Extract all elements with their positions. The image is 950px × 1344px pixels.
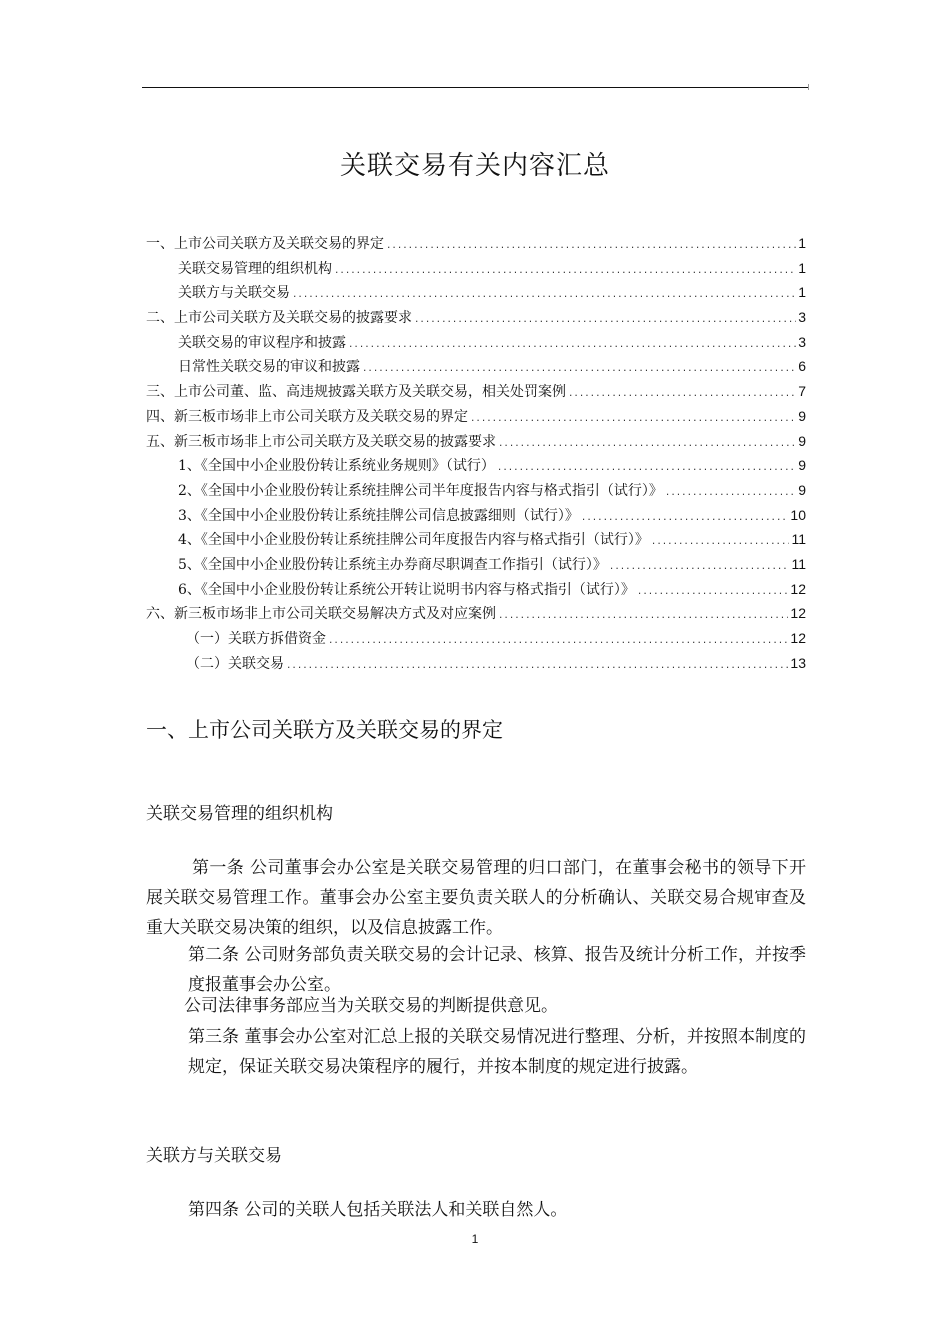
toc-entry[interactable] [146, 503, 806, 528]
document-title: 关联交易有关内容汇总 [339, 151, 610, 181]
toc-entry-page: 12 [790, 605, 806, 622]
toc-entry[interactable] [146, 651, 806, 676]
toc-entry-label: 日常性关联交易的审议和披露 [178, 359, 360, 376]
toc-entry-label: 六、新三板市场非上市公司关联交易解决方式及对应案例 [146, 606, 496, 623]
toc-entry-page: 12 [790, 630, 806, 646]
article-2-paragraph: 第二条 公司财务部负责关联交易的会计记录、核算、报告及统计分析工作，并按季度报董事会办公室。 [188, 945, 806, 995]
table-of-contents [146, 231, 806, 675]
toc-entry-page: 1 [798, 259, 806, 276]
toc-entry[interactable] [146, 231, 806, 256]
toc-entry-label: 二、上市公司关联方及关联交易的披露要求 [146, 310, 412, 327]
toc-entry-page: 3 [798, 309, 806, 326]
article-3-paragraph: 第三条 董事会办公室对汇总上报的关联交易情况进行整理、分析，并按照本制度的规定，保证关联交易决策程序的履行，并按本制度的规定进行披露。 [188, 1027, 806, 1077]
toc-entry-label: 三、上市公司董、监、高违规披露关联方及关联交易，相关处罚案例 [146, 384, 566, 401]
toc-entry-label: 6、《全国中小企业股份转让系统公开转让说明书内容与格式指引（试行）》 [178, 581, 635, 598]
toc-entry-page: 11 [791, 555, 806, 572]
toc-entry[interactable] [146, 404, 806, 429]
toc-entry-label: 3、《全国中小企业股份转让系统挂牌公司信息披露细则（试行）》 [178, 507, 579, 524]
toc-entry-page: 13 [790, 654, 806, 671]
toc-entry[interactable] [146, 354, 806, 379]
toc-entry-label: 关联交易的审议程序和披露 [178, 334, 346, 351]
header-rule-mark [808, 84, 809, 90]
header-rule [142, 87, 808, 88]
section-heading: 一、上市公司关联方及关联交易的界定 [146, 718, 503, 742]
toc-entry-label: 1、《全国中小企业股份转让系统业务规则》（试行） [178, 458, 495, 475]
toc-entry[interactable] [146, 577, 806, 602]
toc-entry-label: （二）关联交易 [186, 655, 284, 672]
toc-entry-page: 7 [798, 383, 806, 400]
toc-entry[interactable] [146, 305, 806, 330]
toc-entry[interactable] [146, 527, 806, 552]
toc-entry[interactable] [146, 256, 806, 281]
toc-entry-page: 9 [798, 432, 806, 449]
toc-entry-label: 4、《全国中小企业股份转让系统挂牌公司年度报告内容与格式指引（试行）》 [178, 532, 649, 549]
subsection-heading: 关联方与关联交易 [146, 1146, 282, 1166]
toc-entry-label: 五、新三板市场非上市公司关联方及关联交易的披露要求 [146, 433, 496, 450]
toc-entry-page: 1 [798, 284, 806, 301]
toc-entry-label: （一）关联方拆借资金 [186, 631, 326, 647]
toc-entry-page: 12 [790, 580, 806, 597]
page-number: 1 [471, 1232, 479, 1246]
toc-entry[interactable] [146, 601, 806, 626]
toc-entry-label: 5、《全国中小企业股份转让系统主办券商尽职调查工作指引（试行）》 [178, 556, 607, 573]
toc-entry[interactable] [146, 453, 806, 478]
toc-entry-page: 9 [798, 407, 806, 424]
toc-entry[interactable] [146, 429, 806, 454]
toc-entry-page: 3 [798, 333, 806, 350]
toc-entry-page: 1 [798, 235, 806, 251]
toc-entry-page: 11 [791, 531, 806, 548]
toc-entry-page: 9 [798, 481, 806, 498]
toc-entry-label: 四、新三板市场非上市公司关联方及关联交易的界定 [146, 408, 468, 425]
toc-entry[interactable] [146, 280, 806, 305]
toc-entry[interactable] [146, 552, 806, 577]
article-2-note-paragraph: 公司法律事务部应当为关联交易的判断提供意见。 [184, 996, 558, 1016]
toc-entry-page: 9 [798, 457, 806, 474]
toc-entry-label: 一、上市公司关联方及关联交易的界定 [146, 236, 384, 252]
toc-entry[interactable] [146, 626, 806, 651]
article-1-paragraph: 第一条 公司董事会办公室是关联交易管理的归口部门，在董事会秘书的领导下开展关联交易管理工作。董事会办公室主要负责关联人的分析确认、关联交易合规审查及重大关联交易决策的组织，以及信息披露工作。 [146, 858, 806, 938]
toc-entry-label: 关联方与关联交易 [178, 285, 290, 302]
article-4-paragraph: 第四条 公司的关联人包括关联法人和关联自然人。 [188, 1200, 568, 1220]
toc-entry-label: 2、《全国中小企业股份转让系统挂牌公司半年度报告内容与格式指引（试行）》 [178, 482, 663, 499]
toc-entry-label: 关联交易管理的组织机构 [178, 260, 332, 277]
toc-entry[interactable] [146, 478, 806, 503]
toc-entry-page: 10 [790, 506, 806, 523]
toc-entry[interactable] [146, 330, 806, 355]
toc-entry[interactable] [146, 379, 806, 404]
toc-entry-page: 6 [798, 358, 806, 375]
subsection-heading: 关联交易管理的组织机构 [146, 804, 333, 824]
